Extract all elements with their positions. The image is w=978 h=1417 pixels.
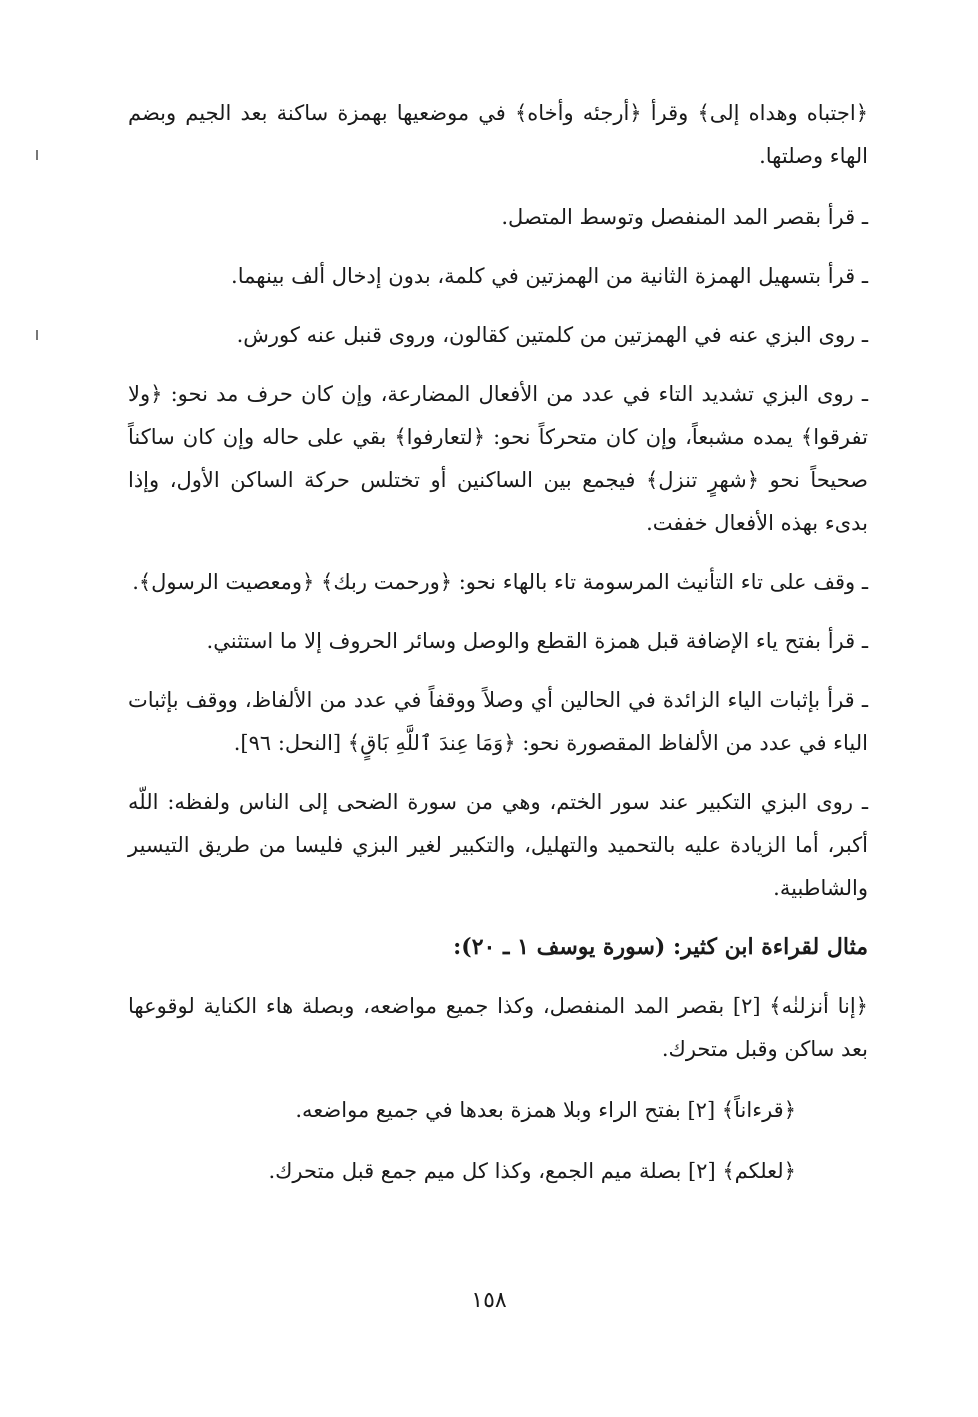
scan-speck: [36, 330, 38, 340]
rule-item-madd: ـ قرأ بقصر المد المنفصل وتوسط المتصل.: [501, 205, 868, 229]
rule-item-takbir: ـ روى البزي التكبير عند سور الختم، وهي من سورة الضحى إلى الناس ولفظه: اللّه أكبر، أما الزيادة عليه بالتحميد والتهليل، والتكبير لغير البزي فليسا من طريق التيسير والشاطبية.: [128, 790, 868, 900]
section-heading: مثال لقراءة ابن كثير: (سورة يوسف ١ ـ ٢٠):: [453, 934, 868, 960]
rule-item-hamzatain: ـ روى البزي عنه في الهمزتين من كلمتين كقالون، وروى قنبل عنه كورش.: [236, 323, 868, 347]
paragraph-1: ﴿اجتباه وهداه إلى﴾ وقرأ ﴿أرجئه وأخاه﴾ في موضعيها بهمزة ساكنة بعد الجيم وبضم الهاء وصلتها.: [128, 101, 868, 168]
page-body: [128, 92, 868, 1211]
rule-item-ya-idafa: ـ قرأ بفتح ياء الإضافة قبل همزة القطع والوصل وسائر الحروف إلا ما استثني.: [206, 629, 868, 653]
scan-speck: [36, 150, 38, 160]
rule-item-waqf: ـ وقف على تاء التأنيث المرسومة تاء بالهاء نحو: ﴿ورحمت ربك﴾ ﴿ومعصيت الرسول﴾.: [132, 570, 868, 594]
rule-item-tashil: ـ قرأ بتسهيل الهمزة الثانية من الهمزتين في كلمة، بدون إدخال ألف بينهما.: [231, 264, 868, 288]
example-item-2: ﴿لعلكم﴾ [٢] بصلة ميم الجمع، وكذا كل ميم جمع قبل متحرك.: [268, 1159, 796, 1183]
rule-item-tashdid: ـ روى البزي تشديد التاء في عدد من الأفعال المضارعة، وإن كان حرف مد نحو: ﴿ولا تفرقوا﴾ يمده مشبعاً، وإن كان متحركاً نحو: ﴿لتعارفوا﴾ بقي على حاله وإن كان ساكناً صحيحاً نحو ﴿شهرٍ تنزل﴾ فيجمع بين الساكنين أو تختلس حركة الساكن الأول، وإذا بدىء بهذه الأفعال خففت.: [128, 382, 868, 535]
page-number: ١٥٨: [471, 1288, 507, 1313]
example-paragraph: ﴿إنا أنزلنٰه﴾ [٢] بقصر المد المنفصل، وكذا جميع مواضعه، وبصلة هاء الكناية لوقوعها بعد ساكن وقبل متحرك.: [128, 994, 868, 1061]
example-item-1: ﴿قرءاناً﴾ [٢] بفتح الراء وبلا همزة بعدها في جميع مواضعه.: [295, 1098, 796, 1122]
rule-item-ya-zaida: ـ قرأ بإثبات الياء الزائدة في الحالين أي وصلاً ووقفاً في عدد من الألفاظ، ووقف بإثبات الياء في عدد من الألفاظ المقصورة نحو: ﴿وَمَا عِندَ ٱللَّهِ بَاقٍ﴾ [النحل: ٩٦].: [128, 688, 869, 755]
